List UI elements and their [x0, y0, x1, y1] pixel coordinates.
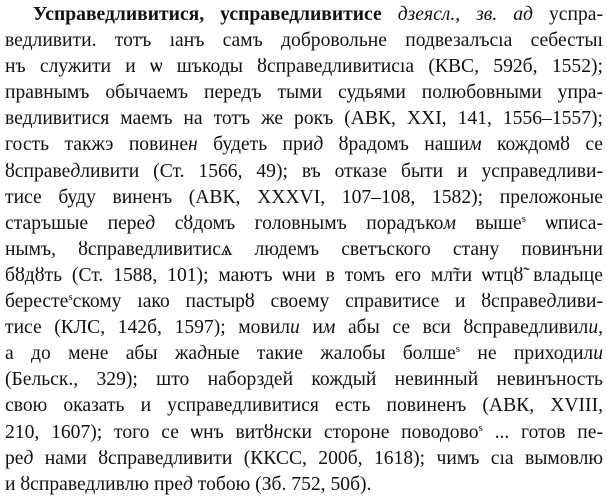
entry-text: ȣсправе	[5, 160, 71, 182]
entry-text: выше	[455, 212, 522, 234]
entry-line	[5, 237, 603, 263]
entry-text: гость такжэ повине	[5, 134, 189, 156]
entry-text: ре	[5, 447, 24, 469]
entry-line	[5, 106, 603, 132]
entry-line	[5, 420, 603, 446]
italic-letter: д	[546, 291, 557, 313]
entry-line	[5, 367, 603, 393]
entry-line	[5, 393, 603, 419]
italic-letter: д	[313, 134, 324, 156]
entry-line	[5, 80, 603, 106]
superscript-letter: s	[68, 291, 73, 304]
superscript-letter: s	[455, 343, 461, 356]
entry-text: нъ служити и ѡ шъкоды ȣсправедливитисıа (КВС, 592б, 1552);	[5, 56, 603, 78]
entry-text: ѡписа-	[525, 212, 604, 234]
entry-line	[5, 472, 603, 498]
entry-text: ведливитися маемъ на тотъ же рокъ (АВК, XXI, 141, 1556–1557);	[5, 108, 603, 130]
entry-text: а до мене абы жа	[5, 343, 198, 365]
entry-text: ,	[598, 317, 604, 339]
entry-text: и ȣсправедливлю пре	[5, 473, 183, 495]
entry-text: будеть при	[197, 134, 314, 156]
italic-letter: и	[290, 317, 300, 339]
entry-text: старъшые пере	[5, 212, 146, 234]
entry-line	[5, 315, 603, 341]
entry-text	[382, 4, 398, 25]
entry-text: 210, 1607); того се ѡнъ витȣ	[5, 421, 274, 443]
entry-text: бȣдȣть (Ст. 1588, 101); маютъ ѡни в томъ его мл̃ти ѡтцȣ̃ владыце	[5, 264, 603, 286]
entry-line	[5, 263, 603, 289]
entry-text: ливити (Ст. 1566, 49); въ отказе быти и усправедливи-	[80, 160, 603, 182]
entry-text: бересте	[5, 291, 69, 313]
entry-text: не приходил	[460, 343, 594, 365]
entry-text: сȣдомъ головнымъ порадъко	[155, 212, 444, 234]
superscript-letter: s	[521, 212, 526, 225]
entry-text: абы се вси ȣсправедливил	[335, 317, 589, 339]
italic-letter: м	[469, 134, 482, 156]
superscript-letter: s	[478, 421, 483, 434]
italic-letter: и	[593, 343, 604, 365]
entry-text: кождомȣ се	[481, 134, 604, 156]
entry-text: ȣрадомъ наши	[323, 134, 470, 156]
italic-letter: д	[23, 447, 34, 469]
entry-text: ные такие жалобы болше	[207, 343, 456, 365]
entry-text: скому ıако пастырȣ своему справитисе и ȣсправе	[72, 291, 547, 313]
entry-text: и	[299, 317, 323, 339]
entry-line	[5, 185, 603, 211]
entry-text: ски стороне поводово	[283, 421, 479, 443]
entry-line	[5, 54, 603, 80]
entry-text: тисе буду виненъ (АВК, XXXVI, 107–108, 1582); преложоные	[5, 186, 603, 208]
entry-text: успра-	[532, 4, 604, 25]
headword: Усправедливитися, усправедливитисе	[33, 4, 382, 25]
italic-letter: н	[273, 421, 284, 443]
italic-letter: д	[70, 160, 81, 182]
entry-text: ведливити. тотъ ıанъ самъ добровольне подвезалъсıа себестыı	[5, 30, 603, 52]
entry-text: правнымъ обычаемъ передъ тыми судьями полюбовными упра-	[5, 82, 603, 104]
entry-text: ... готов пе-	[482, 421, 603, 443]
italic-letter: дзеясл., зв. ад	[397, 4, 533, 25]
italic-letter: м	[322, 317, 336, 339]
italic-letter: д	[145, 212, 156, 234]
entry-line	[5, 28, 603, 54]
entry-text: свою оказать и усправедливитися есть повиненъ (АВК, XVIII,	[5, 395, 603, 417]
italic-letter: и	[588, 317, 599, 339]
entry-text: нами ȣсправедливити (ККСС, 200б, 1618); чимъ сıа вымовлю	[33, 447, 603, 469]
entry-text: тобою (Зб. 752, 50б).	[192, 473, 372, 495]
entry-text: тисе (КЛС, 142б, 1597); мовил	[5, 317, 290, 339]
italic-letter: н	[188, 134, 198, 156]
italic-letter: м	[443, 212, 456, 234]
italic-letter: д	[197, 343, 208, 365]
entry-text: (Бельск., 329); што наборздей кождый невинный невинъность	[5, 369, 603, 391]
italic-letter: д	[182, 473, 193, 495]
entry-line	[5, 289, 603, 315]
entry-text: нымъ, ȣсправедливитисѧ людемъ светъского стану повинъни	[5, 238, 603, 260]
entry-line	[5, 132, 603, 158]
entry-line	[5, 341, 603, 367]
entry-line	[5, 211, 603, 237]
entry-text: ливи-	[556, 291, 603, 313]
entry-line	[5, 2, 603, 28]
entry-line	[5, 159, 603, 185]
entry-line	[5, 446, 603, 472]
